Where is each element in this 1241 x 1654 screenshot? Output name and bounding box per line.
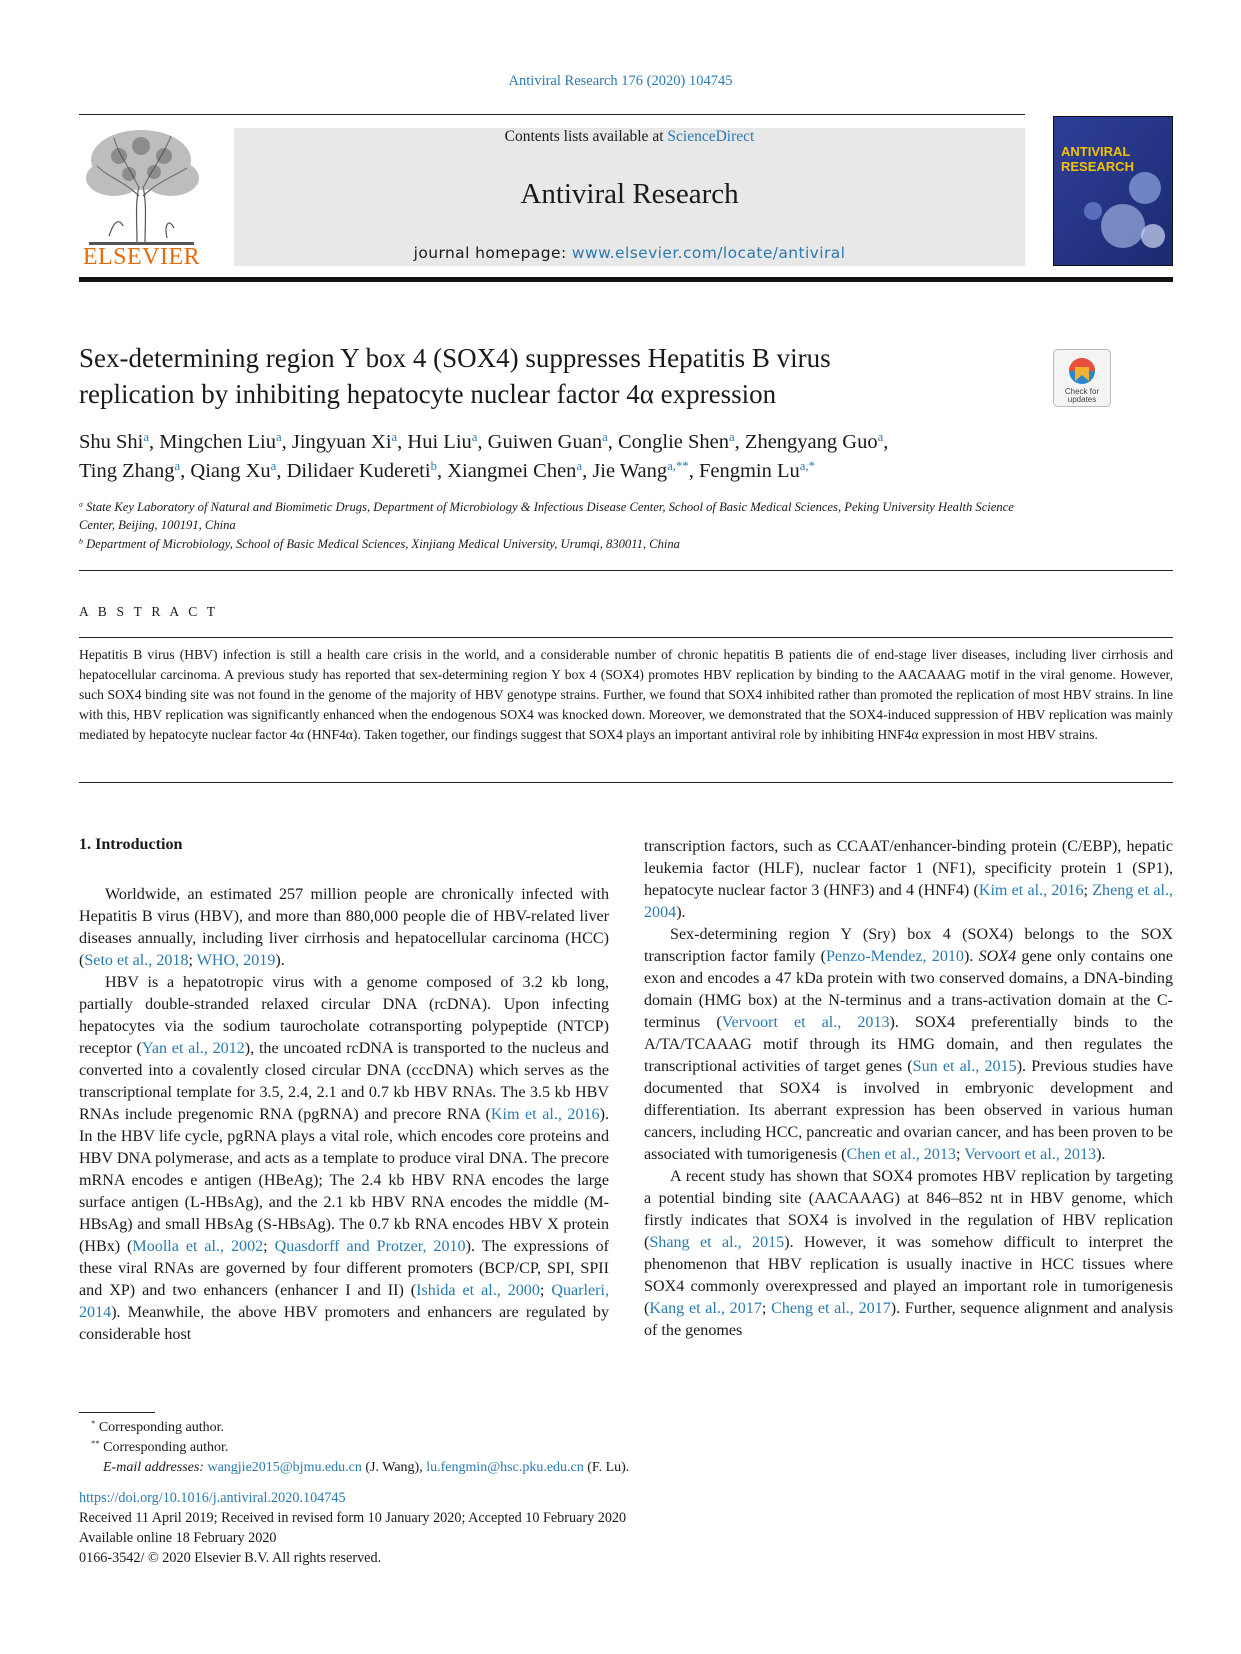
front-matter xyxy=(79,1488,979,1568)
author-separator: , xyxy=(149,431,160,453)
author-affiliation-mark[interactable]: a,** xyxy=(667,459,689,474)
citation-link[interactable]: Kang et al., 2017 xyxy=(649,1300,762,1317)
affiliation-text: Department of Microbiology, School of Basic Medical Sciences, Xinjiang Medical University, Urumqi, 830011, China xyxy=(86,537,680,551)
citation-link[interactable]: Quasdorff and Protzer, 2010 xyxy=(274,1238,466,1255)
text-run: ; xyxy=(263,1238,275,1255)
author-separator: , xyxy=(734,431,745,453)
body-column-right xyxy=(644,836,1173,1342)
footnotes xyxy=(79,1418,879,1478)
author-separator: , xyxy=(281,431,292,453)
citation-link[interactable]: Zheng et al., 2004 xyxy=(644,882,1173,921)
contents-prefix: Contents lists available at xyxy=(504,128,668,145)
citation-link[interactable]: Quarleri, 2014 xyxy=(79,1282,609,1321)
email-link-lu[interactable]: lu.fengmin@hsc.pku.edu.cn xyxy=(426,1460,584,1475)
citation-link[interactable]: Ishida et al., 2000 xyxy=(416,1282,540,1299)
section-heading-introduction: 1. Introduction xyxy=(79,836,183,853)
affiliation-mark: a xyxy=(79,499,83,509)
author-affiliation-mark[interactable]: a xyxy=(471,430,478,445)
section-rule xyxy=(79,570,1173,571)
author-separator: , xyxy=(883,431,889,453)
journal-cover-image[interactable] xyxy=(1053,116,1173,266)
abstract-text: Hepatitis B virus (HBV) infection is still a health care crisis in the world, and a considerable number of chronic hepatitis B patients die of end-stage liver diseases, including liver cirrhosis and hepatocellular carcinoma. A previous study has reported that sex-determining region Y box 4 (SOX4) promotes HBV replication by binding to the AACAAAG motif in the viral genome. However, such SOX4 binding site was not found in the genome of the majority of HBV genotype strains. Further, we found that SOX4 inhibited rather than promoted the replication of most HBV strains. In line with this, HBV replication was significantly enhanced when the endogenous SOX4 was knocked down. Moreover, we demonstrated that the SOX4-induced suppression of HBV replication was mainly mediated by hepatocyte nuclear factor 4α (HNF4α). Taken together, our findings suggest that SOX4 plays an important antiviral role by inhibiting HNF4α expression in most HBV strains. xyxy=(79,647,1173,742)
title-line: replication by inhibiting hepatocyte nuclear factor 4α expression xyxy=(79,379,777,409)
author-name: Xiangmei Chen xyxy=(447,460,577,482)
author-name: Ting Zhang xyxy=(79,460,175,482)
text-run: ). Meanwhile, the above HBV promoters and enhancers are regulated by considerable host xyxy=(79,1304,609,1343)
article-title xyxy=(79,340,979,412)
journal-citation[interactable]: Antiviral Research 176 (2020) 104745 xyxy=(508,73,733,89)
citation-link[interactable]: Cheng et al., 2017 xyxy=(771,1300,891,1317)
crossmark-icon[interactable] xyxy=(1053,349,1111,407)
footnote xyxy=(79,1418,879,1438)
affiliation-mark: b xyxy=(79,536,83,546)
affiliation-b xyxy=(79,535,1039,553)
paragraph xyxy=(644,1166,1173,1342)
author-affiliation-mark[interactable]: a xyxy=(275,430,282,445)
footnote-mark: * xyxy=(91,1418,96,1429)
author-separator: , xyxy=(607,431,618,453)
paragraph xyxy=(644,924,1173,1166)
author-name: Guiwen Guan xyxy=(487,431,603,453)
author-line xyxy=(79,428,1079,457)
author-affiliation-mark[interactable]: a xyxy=(877,430,884,445)
affiliation-text: State Key Laboratory of Natural and Biomimetic Drugs, Department of Microbiology & Infectious Disease Center, School of Basic Medical Sciences, Peking University Health Science Center, Beijing, 100191, China xyxy=(79,500,1014,532)
author-affiliation-mark[interactable]: a xyxy=(729,430,735,445)
italic-text: SOX4 xyxy=(978,948,1017,965)
author-affiliation-mark[interactable]: a xyxy=(143,430,150,445)
text-run: ). xyxy=(275,952,285,969)
paragraph xyxy=(79,972,609,1346)
text-run: ). Further, sequence alignment and analysis of the genomes xyxy=(644,1300,1173,1339)
author-separator: , xyxy=(180,460,191,482)
author-affiliation-mark[interactable]: b xyxy=(430,459,437,474)
author-name: Mingchen Liu xyxy=(159,431,276,453)
contents-line xyxy=(234,128,1025,146)
text-run: ). xyxy=(1096,1146,1106,1163)
text-run: ; xyxy=(539,1282,552,1299)
author-name: Conglie Shen xyxy=(617,431,730,453)
abstract-rule xyxy=(79,637,1173,638)
citation-link[interactable]: Moolla et al., 2002 xyxy=(132,1238,264,1255)
citation-link[interactable]: Seto et al., 2018 xyxy=(84,952,189,969)
citation-link[interactable]: Shang et al., 2015 xyxy=(649,1234,785,1251)
author-separator: , xyxy=(582,460,593,482)
affiliation-a xyxy=(79,498,1039,534)
email-owner: (F. Lu). xyxy=(583,1460,630,1475)
citation-link[interactable]: Vervoort et al., 2013 xyxy=(964,1146,1097,1163)
author-list xyxy=(79,428,1079,486)
sciencedirect-link[interactable]: ScienceDirect xyxy=(667,128,755,145)
header-rule xyxy=(79,114,1025,115)
homepage-link[interactable]: www.elsevier.com/locate/antiviral xyxy=(571,244,846,262)
footnote-text: Corresponding author. xyxy=(99,1440,229,1455)
text-run: ). SOX4 preferentially binds to the A/TA/TCAAAG motif through its HMG domain, and then regulates the transcriptional activities of target genes ( xyxy=(644,1014,1173,1075)
footnote-text: Corresponding author. xyxy=(95,1420,225,1435)
author-name: Fengmin Lu xyxy=(698,460,800,482)
text-run: ; xyxy=(188,952,197,969)
author-affiliation-mark[interactable]: a xyxy=(391,430,398,445)
title-line: Sex-determining region Y box 4 (SOX4) suppresses Hepatitis B virus xyxy=(79,343,831,373)
text-run: HBV is a hepatotropic virus with a genome composed of 3.2 kb long, partially double-stranded relaxed circular DNA (rcDNA). Upon infecting hepatocytes via the sodium taurocholate cotransporting polypeptide (NTCP) receptor ( xyxy=(79,974,609,1057)
text-run: transcription factors, such as CCAAT/enhancer-binding protein (C/EBP), hepatic leukemia factor (HLF), nuclear factor 1 (NF1), specificity protein 1 (SP1), hepatocyte nuclear factor 3 (HNF3) and 4 (HNF4) ( xyxy=(644,838,1173,899)
text-run: ). Previous studies have documented that SOX4 is involved in embryonic development and differentiation. Its aberrant expression has been observed in various human cancers, including HCC, pancreatic and ovarian cancer, and has been proven to be associated with tumorigenesis ( xyxy=(644,1058,1173,1163)
citation-link[interactable]: Sun et al., 2015 xyxy=(912,1058,1017,1075)
journal-name: Antiviral Research xyxy=(520,178,739,210)
footnote-mark: ** xyxy=(91,1438,100,1449)
author-separator: , xyxy=(397,431,408,453)
author-separator: , xyxy=(276,460,287,482)
body-column-left xyxy=(79,884,609,1346)
author-affiliation-mark[interactable]: a xyxy=(576,459,583,474)
abstract-bottom-rule xyxy=(79,782,1173,783)
elsevier-wordmark: ELSEVIER xyxy=(82,244,201,270)
citation-link[interactable]: Vervoort et al., 2013 xyxy=(721,1014,890,1031)
author-separator: , xyxy=(688,460,699,482)
author-name: Jingyuan Xi xyxy=(291,431,392,453)
email-label: E-mail addresses: xyxy=(103,1460,208,1475)
email-line xyxy=(79,1458,879,1478)
citation-link[interactable]: Yan et al., 2012 xyxy=(141,1040,245,1057)
text-run: ), the uncoated rcDNA is transported to the nucleus and converted into a covalently closed circular DNA (cccDNA) which serves as the transcriptional template for 3.5, 2.4, 2.1 and 0.7 kb HBV RNAs. The 3.5 kb HBV RNAs include pregenomic RNA (pgRNA) and precore RNA ( xyxy=(79,1040,609,1123)
text-run: ). In the HBV life cycle, pgRNA plays a vital role, which encodes core proteins and HBV DNA polymerase, and acts as a template to produce viral DNA. The precore mRNA encodes e antigen (HBeAg); The 2.4 kb HBV RNA encodes the large surface antigen (L-HBsAg), and the 2.1 kb HBV RNA encodes the middle (M-HBsAg) and small HBsAg (S-HBsAg). The 0.7 kb RNA encodes HBV X protein (HBx) ( xyxy=(79,1106,609,1255)
text-run: Worldwide, an estimated 257 million people are chronically infected with Hepatitis B virus (HBV), and more than 880,000 people die of HBV-related liver diseases annually, including liver cirrhosis and hepatocellular carcinoma (HCC) ( xyxy=(79,886,609,969)
text-run: ). xyxy=(676,904,686,921)
author-name: Jie Wang xyxy=(592,460,668,482)
abstract-heading: A B S T R A C T xyxy=(79,604,219,619)
footnote-rule xyxy=(79,1412,155,1413)
crossmark-label-1: Check for xyxy=(1064,387,1100,396)
text-run: ; xyxy=(1083,882,1093,899)
author-name: Zhengyang Guo xyxy=(744,431,878,453)
text-run: ). xyxy=(963,948,979,965)
author-affiliation-mark[interactable]: a xyxy=(270,459,277,474)
author-affiliation-mark[interactable]: a,* xyxy=(799,459,815,474)
cover-title-1: ANTIVIRAL xyxy=(1061,144,1131,159)
citation-link[interactable]: WHO, 2019 xyxy=(196,952,276,969)
text-run: ; xyxy=(955,1146,965,1163)
author-name: Shu Shi xyxy=(79,431,144,453)
author-name: Dilidaer Kudereti xyxy=(286,460,431,482)
author-line xyxy=(79,457,1079,486)
paragraph xyxy=(644,836,1173,924)
cover-title-2: RESEARCH xyxy=(1061,159,1134,174)
author-affiliation-mark[interactable]: a xyxy=(174,459,181,474)
text-run: ; xyxy=(761,1300,772,1317)
citation-link[interactable]: Chen et al., 2013 xyxy=(846,1146,956,1163)
text-run: ). The expressions of these viral RNAs are governed by four different promoters (BCP/CP, SPI, SPII and XP) and two enhancers (enhancer I and II) ( xyxy=(79,1238,610,1299)
footnote xyxy=(79,1438,879,1458)
citation-link[interactable]: Kim et al., 2016 xyxy=(978,882,1084,899)
email-owner: (J. Wang), xyxy=(361,1460,427,1475)
copyright: 0166-3542/ © 2020 Elsevier B.V. All rights reserved. xyxy=(79,1550,382,1566)
email-link-wang[interactable]: wangjie2015@bjmu.edu.cn xyxy=(207,1460,362,1475)
author-name: Hui Liu xyxy=(407,431,472,453)
author-separator: , xyxy=(436,460,448,482)
text-run: gene only contains one exon and encodes a 47 kDa protein with two conserved domains, a DNA-binding domain (HMG box) at the N-terminus and a trans-activation domain at the C-terminus ( xyxy=(644,948,1174,1031)
citation-link[interactable]: Kim et al., 2016 xyxy=(490,1106,600,1123)
text-run: ). However, it was somehow difficult to interpret the phenomenon that HBV replication is usually inactive in HCC tissues where SOX4 commonly overexpressed and played an important role in tumorigenesis ( xyxy=(644,1234,1173,1317)
citation-link[interactable]: Penzo-Mendez, 2010 xyxy=(825,948,964,965)
paragraph xyxy=(79,884,609,972)
doi-link[interactable]: https://doi.org/10.1016/j.antiviral.2020.104745 xyxy=(79,1490,346,1506)
available-online: Available online 18 February 2020 xyxy=(79,1530,277,1546)
header-thick-rule xyxy=(79,277,1173,282)
received-dates: Received 11 April 2019; Received in revised form 10 January 2020; Accepted 10 February 2020 xyxy=(79,1510,627,1526)
homepage-line xyxy=(234,244,1025,262)
author-name: Qiang Xu xyxy=(190,460,271,482)
affiliations xyxy=(79,498,1039,554)
text-run: A recent study has shown that SOX4 promotes HBV replication by targeting a potential binding site (AACAAAG) at 846–852 nt in HBV genome, which firstly indicates that SOX4 is involved in the regulation of HBV replication ( xyxy=(644,1168,1173,1251)
author-affiliation-mark[interactable]: a xyxy=(602,430,608,445)
author-separator: , xyxy=(477,431,488,453)
text-run: Sex-determining region Y (Sry) box 4 (SOX4) belongs to the SOX transcription factor family ( xyxy=(644,926,1173,965)
crossmark-label-2: updates xyxy=(1067,395,1097,404)
homepage-prefix: journal homepage: xyxy=(413,244,572,262)
